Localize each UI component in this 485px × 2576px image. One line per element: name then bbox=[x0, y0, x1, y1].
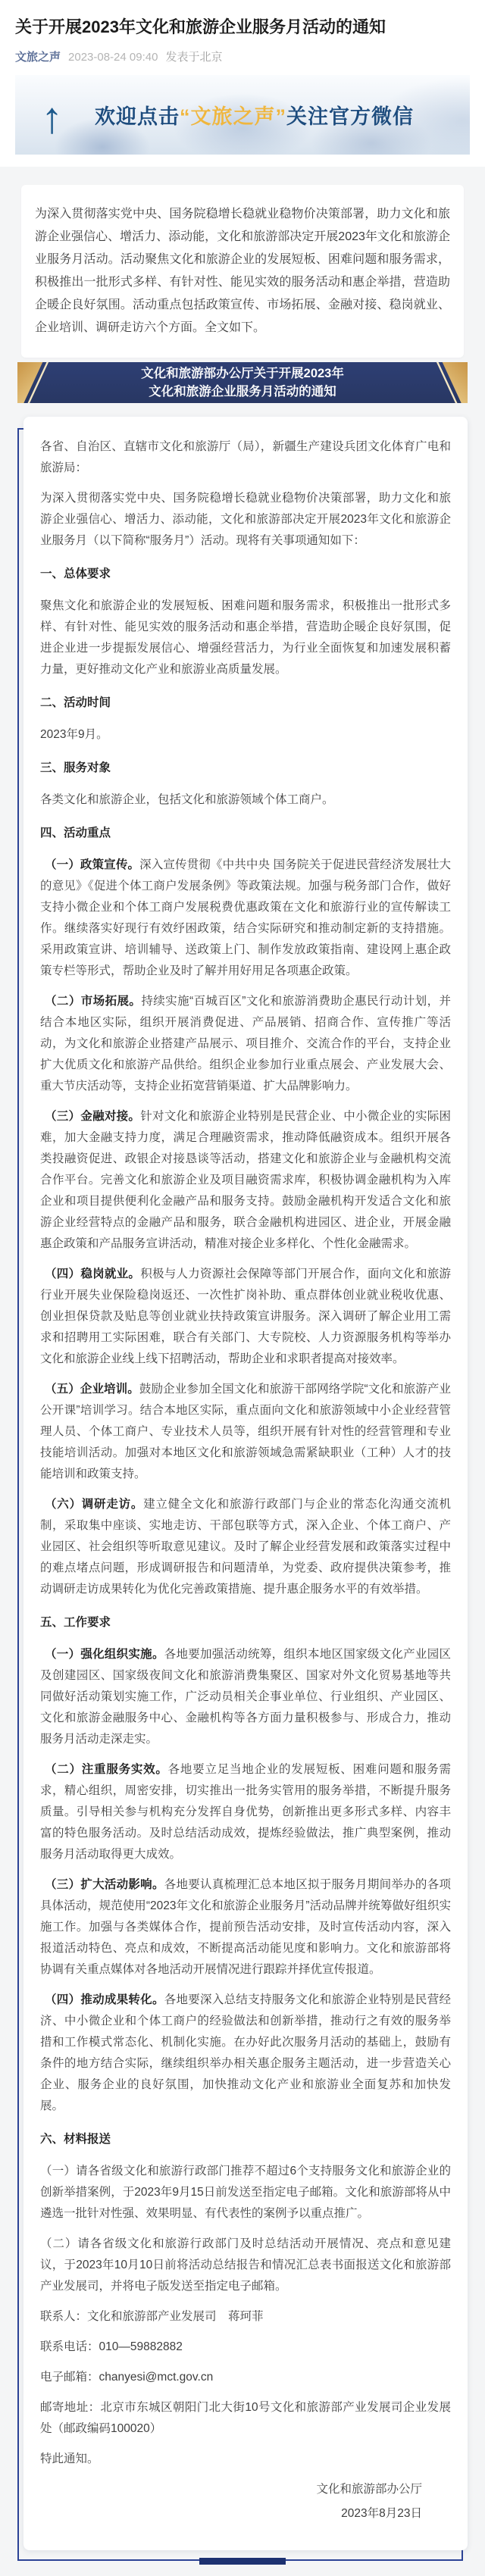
bottom-accent-bar bbox=[199, 2558, 286, 2565]
arrow-up-icon: ↑ bbox=[41, 93, 63, 142]
banner-text-prefix: 欢迎点击 bbox=[95, 105, 180, 128]
doc-paragraph: 各省、自治区、直辖市文化和旅游厅（局），新疆生产建设兵团文化体育广电和旅游局： bbox=[40, 440, 451, 474]
doc-heading: 六、材料报送 bbox=[40, 2133, 111, 2146]
article-header bbox=[0, 0, 485, 167]
banner-slogan bbox=[95, 75, 414, 155]
doc-item: （三）扩大活动影响。各地要认真梳理汇总本地区拟于服务月期间举办的各项具体活动，规范使用“2023年文化和旅游企业服务月”活动品牌并统筹做好组织实施工作。加强与各类媒体合作，提前预告活动安排，及时宣传活动内容，深入报道活动特色、亮点和成效，不断提高活动能见度和影响力。文化和旅游部将协调有关重点媒体对各地活动开展情况进行跟踪并择优宣传报道。 bbox=[40, 1878, 451, 1976]
doc-item: （二）注重服务实效。各地要立足当地企业的发展短板、困难问题和服务需求，精心组织，周密安排，切实推出一批务实管用的服务举措，不断提升服务质量。引导相关参与机构充分发挥自身优势，创新推出更多形式多样、内容丰富的特色服务活动。及时总结活动成效，提炼经验做法，推广典型案例，推动服务月活动取得更大成效。 bbox=[40, 1763, 451, 1861]
doc-item: （一）强化组织实施。各地要加强活动统筹，组织本地区国家级文化产业园区及创建园区、国家级夜间文化和旅游消费集聚区、国家对外文化贸易基地等共同做好活动策划实施工作，广泛动员相关企事业单位、行业组织、产业园区、文化和旅游金融服务中心、金融机构等各方面力量积极参与、形成合力，推动服务月活动走深走实。 bbox=[40, 1648, 451, 1746]
byline bbox=[15, 48, 470, 64]
banner-image[interactable] bbox=[15, 75, 470, 155]
publish-time: 2023-08-24 09:40 bbox=[68, 51, 158, 64]
intro-paragraph: 为深入贯彻落实党中央、国务院稳增长稳就业稳物价决策部署，助力文化和旅游企业强信心、增活力、添动能，文化和旅游部决定开展2023年文化和旅游企业服务月活动。活动聚焦文化和旅游企业的发展短板、困难问题和服务需求，积极推出一批形式多样、有针对性、能见实效的服务活动和惠企举措，营造助企暖企良好氛围。活动重点包括政策宣传、市场拓展、金融对接、稳岗就业、企业培训、调研走访六个方面。全文如下。 bbox=[35, 208, 450, 334]
notice-title-line2: 文化和旅游企业服务月活动的通知 bbox=[149, 385, 336, 399]
doc-item-lead: （六）调研走访。 bbox=[45, 1498, 144, 1511]
doc-paragraph: 电子邮箱：chanyesi@mct.gov.cn bbox=[40, 2371, 214, 2384]
doc-item-lead: （四）推动成果转化。 bbox=[45, 1993, 164, 2006]
doc-paragraph: 特此通知。 bbox=[40, 2453, 99, 2465]
doc-heading: 四、活动重点 bbox=[40, 827, 111, 839]
doc-item-lead: （五）企业培训。 bbox=[45, 1383, 139, 1396]
doc-signature: 文化和旅游部办公厅 bbox=[316, 2483, 422, 2496]
doc-paragraph: 联系人：文化和旅游部产业发展司 蒋珂菲 bbox=[40, 2310, 264, 2323]
source-account-link[interactable]: 文旅之声 bbox=[15, 51, 61, 64]
intro-card bbox=[21, 185, 464, 358]
doc-item-lead: （一）政策宣传。 bbox=[45, 858, 140, 871]
doc-item: （二）市场拓展。持续实施“百城百区”文化和旅游消费助企惠民行动计划，并结合本地区实际，组织开展消费促进、产品展销、招商合作、宣传推广等活动，为文化和旅游企业搭建产品展示、项目推介、交流合作的平台，支持企业扩大优质文化和旅游产品供给。组织企业参加行业重点展会、产业发展大会、重大节庆活动等，支持企业拓宽营销渠道、扩大品牌影响力。 bbox=[40, 995, 451, 1093]
doc-item-lead: （四）稳岗就业。 bbox=[45, 1268, 141, 1280]
publish-location: 发表于北京 bbox=[165, 51, 223, 64]
doc-item: （三）金融对接。针对文化和旅游企业特别是民营企业、中小微企业的实际困难，加大金融支持力度，满足合理融资需求，推动降低融资成本。组织开展各类投融资促进、政银企对接恳谈等活动，搭建文化和旅游企业与金融机构交流合作平台。完善文化和旅游企业及项目融资需求库，积极协调金融机构为入库企业和项目提供便利化金融产品和服务支持。鼓励金融机构开发适合文化和旅游企业经营特点的金融产品和服务，联合金融机构进园区、进企业，开展金融惠企政策和产品服务宣讲活动，精准对接企业多样化、个性化金融需求。 bbox=[40, 1110, 451, 1250]
doc-paragraph: 邮寄地址：北京市东城区朝阳门北大街10号文化和旅游部产业发展司企业发展处（邮政编码100020） bbox=[40, 2401, 451, 2435]
doc-heading: 二、活动时间 bbox=[40, 696, 111, 709]
doc-item: （六）调研走访。建立健全文化和旅游行政部门与企业的常态化沟通交流机制，采取集中座谈、实地走访、干部包联等方式，深入企业、个体工商户、产业园区、社会组织等听取意见建议。及时了解企业经营发展和政策落实过程中的难点堵点问题，形成调研报告和问题清单，为党委、政府提供决策参考，推动调研走访成果转化为优化完善政策措施、提升惠企服务水平的有效举措。 bbox=[40, 1498, 451, 1596]
doc-item-lead: （一）强化组织实施。 bbox=[45, 1648, 164, 1661]
doc-paragraph: （二）请各省级文化和旅游行政部门及时总结活动开展情况、亮点和意见建议，于2023年10月10日前将活动总结报告和情况汇总表书面报送文化和旅游部产业发展司，并将电子版发送至指定电子邮箱。 bbox=[40, 2237, 451, 2293]
document-card bbox=[23, 417, 468, 2550]
doc-item: （一）政策宣传。深入宣传贯彻《中共中央 国务院关于促进民营经济发展壮大的意见》《促进个体工商户发展条例》等政策法规。加强与税务部门合作，做好支持小微企业和个体工商户发展税费优惠政策在文化和旅游行业的宣传解读工作。继续落实好现行有效纾困政策，结合实际研究和推动制定新的支持措施。采用政策宣讲、培训辅导、送政策上门、制作发放政策指南、建设网上惠企政策专栏等形式，帮助企业及时了解并用好用足各项惠企政策。 bbox=[40, 858, 451, 977]
article-body bbox=[0, 185, 485, 2576]
banner-text-suffix: 关注官方微信 bbox=[286, 105, 414, 128]
doc-paragraph: 2023年9月。 bbox=[40, 728, 108, 741]
doc-paragraph: 联系电话：010—59882882 bbox=[40, 2340, 183, 2353]
doc-heading: 一、总体要求 bbox=[40, 567, 111, 580]
doc-item-lead: （三）扩大活动影响。 bbox=[45, 1878, 164, 1891]
doc-heading: 五、工作要求 bbox=[40, 1616, 111, 1629]
doc-paragraph: （一）请各省级文化和旅游行政部门推荐不超过6个支持服务文化和旅游企业的创新举措案例，于2023年9月15日前发送至指定电子邮箱。文化和旅游部将从中遴选一批针对性强、效果明显、有代表性的案例予以重点推广。 bbox=[40, 2165, 451, 2220]
doc-item-lead: （二）注重服务实效。 bbox=[45, 1763, 168, 1776]
doc-item-lead: （二）市场拓展。 bbox=[45, 995, 142, 1008]
notice-title-banner bbox=[17, 362, 468, 403]
doc-signature: 2023年8月23日 bbox=[341, 2507, 422, 2520]
doc-paragraph: 聚焦文化和旅游企业的发展短板、困难问题和服务需求，积极推出一批形式多样、有针对性、能见实效的服务活动和惠企举措，营造助企暖企良好氛围，促进企业进一步提振发展信心、增强经营活力，为行业全面恢复和加速发展积蓄力量，更好推动文化产业和旅游业高质量发展。 bbox=[40, 599, 451, 676]
banner-text-highlight: “文旅之声” bbox=[180, 105, 286, 128]
doc-item-lead: （三）金融对接。 bbox=[45, 1110, 141, 1123]
doc-heading: 三、服务对象 bbox=[40, 761, 111, 774]
article-title: 关于开展2023年文化和旅游企业服务月活动的通知 bbox=[15, 17, 386, 36]
gold-ribbon-left-icon bbox=[17, 362, 57, 403]
doc-paragraph: 各类文化和旅游企业，包括文化和旅游领域个体工商户。 bbox=[40, 793, 334, 806]
document-section bbox=[0, 417, 485, 2561]
gold-ribbon-right-icon bbox=[428, 362, 468, 403]
doc-item: （四）推动成果转化。各地要深入总结支持服务文化和旅游企业特别是民营经济、中小微企业和个体工商户的经验做法和创新举措，推动行之有效的服务举措和工作模式常态化、机制化实施。在办好此次服务月活动的基础上，鼓励有条件的地方结合实际，继续组织举办相关惠企服务主题活动，进一步营造关心企业、服务企业的良好氛围，加快推动文化产业和旅游业全面复苏和加快发展。 bbox=[40, 1993, 451, 2112]
doc-body bbox=[40, 436, 451, 2524]
doc-paragraph: 为深入贯彻落实党中央、国务院稳增长稳就业稳物价决策部署，助力文化和旅游企业强信心、增活力、添动能，文化和旅游部决定开展2023年文化和旅游企业服务月（以下简称“服务月”）活动。现将有关事项通知如下： bbox=[40, 492, 451, 547]
notice-title-line1: 文化和旅游部办公厅关于开展2023年 bbox=[141, 367, 344, 380]
doc-item: （五）企业培训。鼓励企业参加全国文化和旅游干部网络学院“文化和旅游产业公开课”培训学习。结合本地区实际，重点面向文化和旅游领域中小企业经营管理人员、个体工商户、专业技术人员等，组织开展有针对性的经营管理和专业技能培训活动。加强对本地区文化和旅游领域急需紧缺职业（工种）人才的技能培训和政策支持。 bbox=[40, 1383, 451, 1480]
doc-item: （四）稳岗就业。积极与人力资源社会保障等部门开展合作，面向文化和旅游行业开展失业保险稳岗返还、一次性扩岗补助、重点群体创业就业税收优惠、创业担保贷款及贴息等创业就业扶持政策宣讲服务。深入调研了解企业用工需求和招聘用工实际困难，联合有关部门、大专院校、人力资源服务机构等举办文化和旅游企业线上线下招聘活动，帮助企业和求职者提高对接效率。 bbox=[40, 1268, 451, 1365]
